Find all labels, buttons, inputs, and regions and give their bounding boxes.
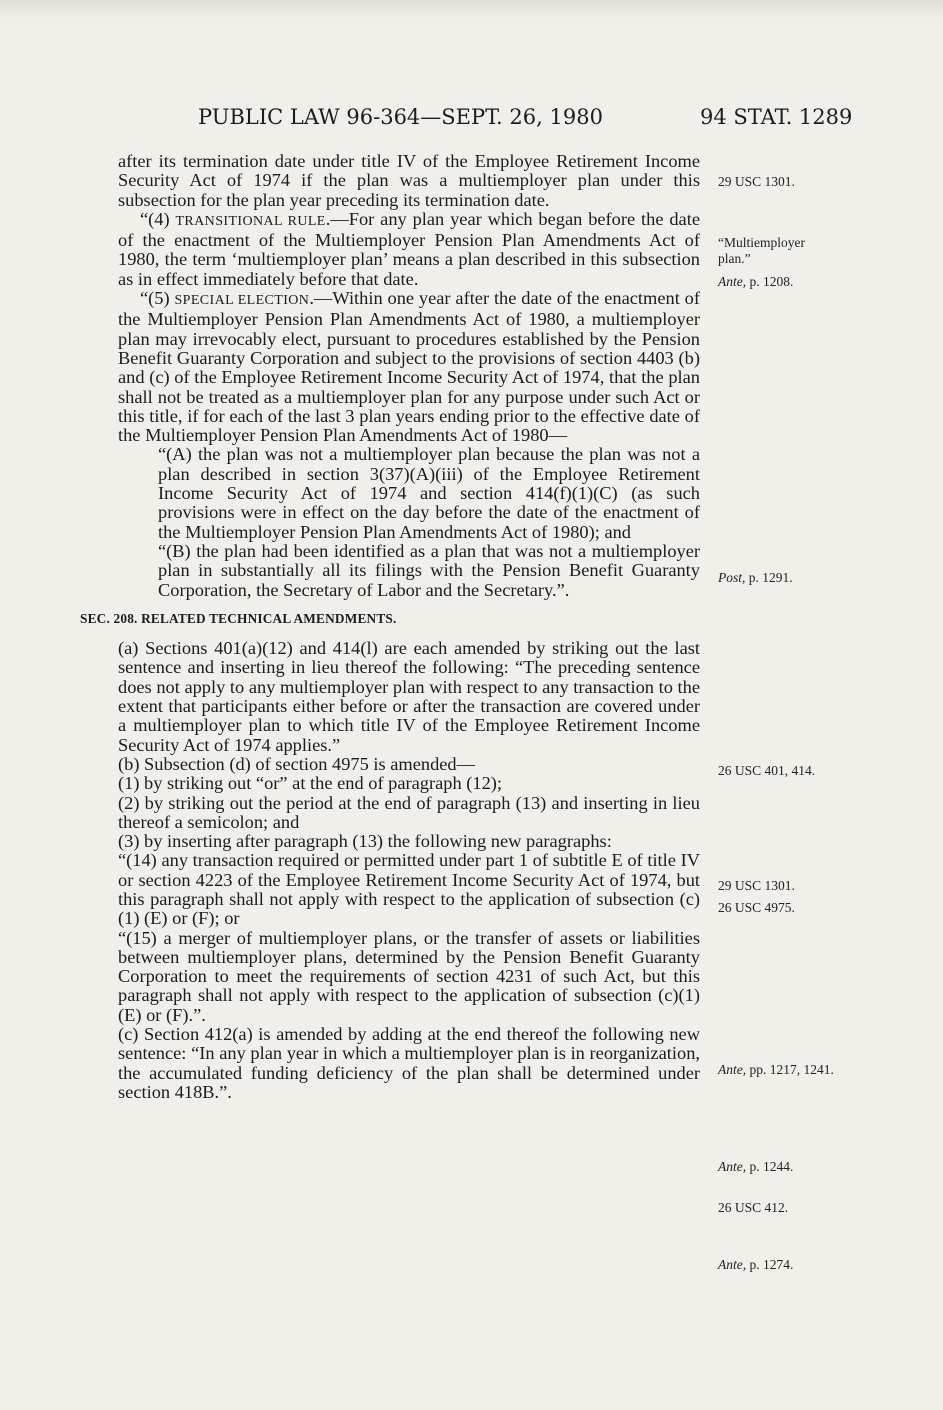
margin-note [718, 1159, 908, 1175]
paragraph-b1: (1) by striking out “or” at the end of paragraph (12); [118, 773, 503, 794]
margin-note: 29 USC 1301. [718, 878, 795, 893]
margin-note: “Multiemployer plan.” [718, 235, 805, 266]
margin-note-page: p. 1274. [749, 1257, 794, 1272]
margin-note [718, 570, 908, 586]
margin-note: 26 USC 412. [718, 1200, 789, 1215]
running-header-title: PUBLIC LAW 96-364—SEPT. 26, 1980 [198, 105, 603, 129]
section-heading: SEC. 208. RELATED TECHNICAL AMENDMENTS. [80, 610, 397, 626]
paragraph-b3: (3) by inserting after paragraph (13) the following new paragraphs: [118, 831, 612, 852]
margin-note [718, 1062, 838, 1078]
caption-special-election: SPECIAL ELECTION [174, 293, 310, 309]
subparagraph-b: “(B) the plan had been identified as a plan that was not a multiemployer plan in substantially all its filings with the Pension Benefit Guaranty Corporation, the Secretary of Labor and the Secretary.”. [158, 540, 700, 600]
margin-note [718, 1257, 908, 1273]
paragraph-b2: (2) by striking out the period at the end of paragraph (13) and inserting in lieu thereof a semicolon; and [118, 792, 700, 832]
paragraph-15: “(15) a merger of multiemployer plans, or the transfer of assets or liabilities between multiemployer plans, determined by the Pension Benefit Guaranty Corporation to meet the requirements of section 4231 of such Act, but this paragraph shall not apply with respect to the application of subsection (c)(1) (E) or (F).”. [118, 927, 700, 1025]
margin-note [718, 274, 908, 290]
running-header-page: 94 STAT. 1289 [700, 105, 853, 129]
margin-note-page: p. 1244. [749, 1159, 794, 1174]
margin-note-ante: Ante, [718, 274, 747, 289]
paragraph-special-election [118, 289, 700, 445]
margin-note-page: p. 1291. [748, 570, 793, 585]
paragraph-continuation: after its termination date under title IV of the Employee Retirement Income Security Act of 1974 if the plan was a multiemployer plan under this subsection for the plan year preceding its termination date. [118, 151, 700, 210]
margin-note-page: pp. 1217, 1241. [749, 1062, 834, 1077]
paragraph-c: (c) Section 412(a) is amended by adding at the end thereof the following new sentence: “In any plan year in which a multiemployer plan is in reorganization, the accumulated funding deficiency of the plan shall be determined under section 418B.”. [118, 1024, 700, 1102]
paragraph-b: (b) Subsection (d) of section 4975 is amended— [118, 753, 476, 774]
margin-note-ante: Ante, [718, 1159, 747, 1174]
margin-note: 26 USC 401, 414. [718, 763, 816, 778]
paragraph-number: “(4) [140, 208, 176, 229]
main-text-column [80, 151, 700, 1102]
paragraph-transitional-rule [118, 210, 700, 289]
paragraph-text: .—For any plan year which began before the date of the enactment of the Multiemployer Pension Plan Amendments Act of 1980, the term ‘multiemployer plan’ means a plan described in this subsection as in effect immediately before that date. [118, 208, 700, 289]
margin-note: 26 USC 4975. [718, 900, 795, 915]
margin-note-ante: Ante, [718, 1062, 747, 1077]
paragraph-number: “(5) [140, 288, 175, 309]
scan-edge [0, 0, 943, 18]
caption-transitional-rule: TRANSITIONAL RULE [175, 213, 326, 229]
margin-note: 29 USC 1301. [718, 174, 795, 189]
subparagraph-a: “(A) the plan was not a multiemployer plan because the plan was not a plan described in section 3(37)(A)(iii) of the Employee Retirement Income Security Act of 1974 and section 414(f)(1)(C) (as such provisions were in effect on the day before the date of the enactment of the Multiemployer Pension Plan Amendments Act of 1980); and [158, 444, 700, 542]
paragraph-a: (a) Sections 401(a)(12) and 414(l) are each amended by striking out the last sentence and inserting in lieu thereof the following: “The preceding sentence does not apply to any multiemployer plan with respect to any transaction to the extent that participants either before or after the transaction are covered under a multiemployer plan to which title IV of the Employee Retirement Income Security Act of 1974 applies.” [118, 638, 700, 755]
margin-note-ante: Ante, [718, 1257, 747, 1272]
margin-note-page: p. 1208. [749, 274, 794, 289]
paragraph-14: “(14) any transaction required or permitted under part 1 of subtitle E of title IV or section 4223 of the Employee Retirement Income Security Act of 1974, but this paragraph shall not apply with respect to the application of subsection (c)(1) (E) or (F); or [118, 850, 700, 929]
margin-note-post: Post, [718, 570, 746, 585]
paragraph-text: .—Within one year after the date of the enactment of the Multiemployer Pension Plan Amendments Act of 1980, a multiemployer plan may irrevocably elect, pursuant to procedures established by the Pension Benefit Guaranty Corporation and subject to the provisions of section 4403 (b) and (c) of the Employee Retirement Income Security Act of 1974, that the plan shall not be treated as a multiemployer plan for any purpose under such Act or this title, if for each of the last 3 plan years ending prior to the effective date of the Multiemployer Pension Plan Amendments Act of 1980— [118, 288, 700, 446]
